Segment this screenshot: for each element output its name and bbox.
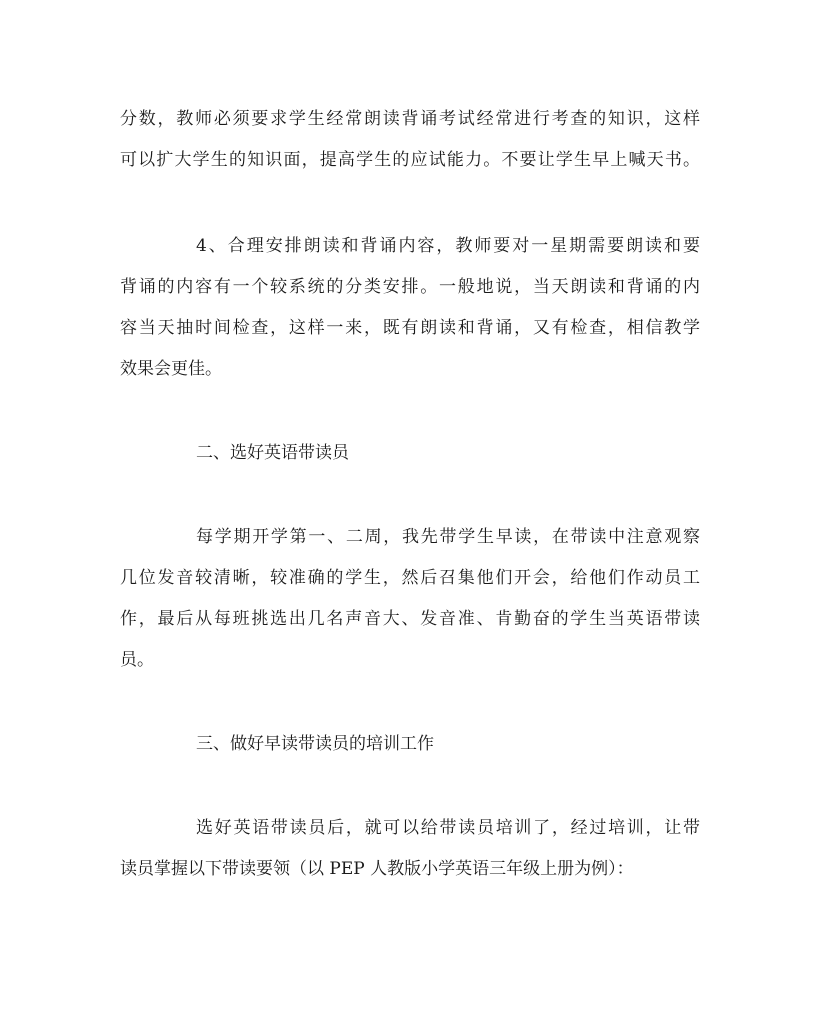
paragraph-2-line-4: 效果会更佳。 xyxy=(120,359,222,379)
paragraph-2-line-2: 背诵的内容有一个较系统的分类安排。一般地说，当天朗读和背诵的内 xyxy=(120,277,700,297)
section-heading-3: 三、做好早读带读员的培训工作 xyxy=(196,734,434,754)
paragraph-3-line-4: 员。 xyxy=(120,650,154,670)
paragraph-2-line-1: 4、合理安排朗读和背诵内容，教师要对一星期需要朗读和要 xyxy=(196,236,700,256)
paragraph-3-line-3: 作，最后从每班挑选出几名声音大、发音准、肯勤奋的学生当英语带读 xyxy=(120,609,700,629)
paragraph-3-line-2: 几位发音较清晰，较准确的学生，然后召集他们开会，给他们作动员工 xyxy=(120,568,700,588)
paragraph-3-line-1: 每学期开学第一、二周，我先带学生早读，在带读中注意观察 xyxy=(196,527,700,547)
paragraph-1-line-2: 可以扩大学生的知识面，提高学生的应试能力。不要让学生早上喊天书。 xyxy=(120,150,700,170)
paragraph-4-line-2: 读员掌握以下带读要领（以 PEP 人教版小学英语三年级上册为例）： xyxy=(120,859,634,879)
paragraph-2-line-3: 容当天抽时间检查，这样一来，既有朗读和背诵，又有检查，相信教学 xyxy=(120,318,700,338)
paragraph-1-line-1: 分数，教师必须要求学生经常朗读背诵考试经常进行考查的知识，这样 xyxy=(120,109,700,129)
paragraph-4-line-1: 选好英语带读员后，就可以给带读员培训了，经过培训，让带 xyxy=(196,818,700,838)
section-heading-2: 二、选好英语带读员 xyxy=(196,443,349,463)
